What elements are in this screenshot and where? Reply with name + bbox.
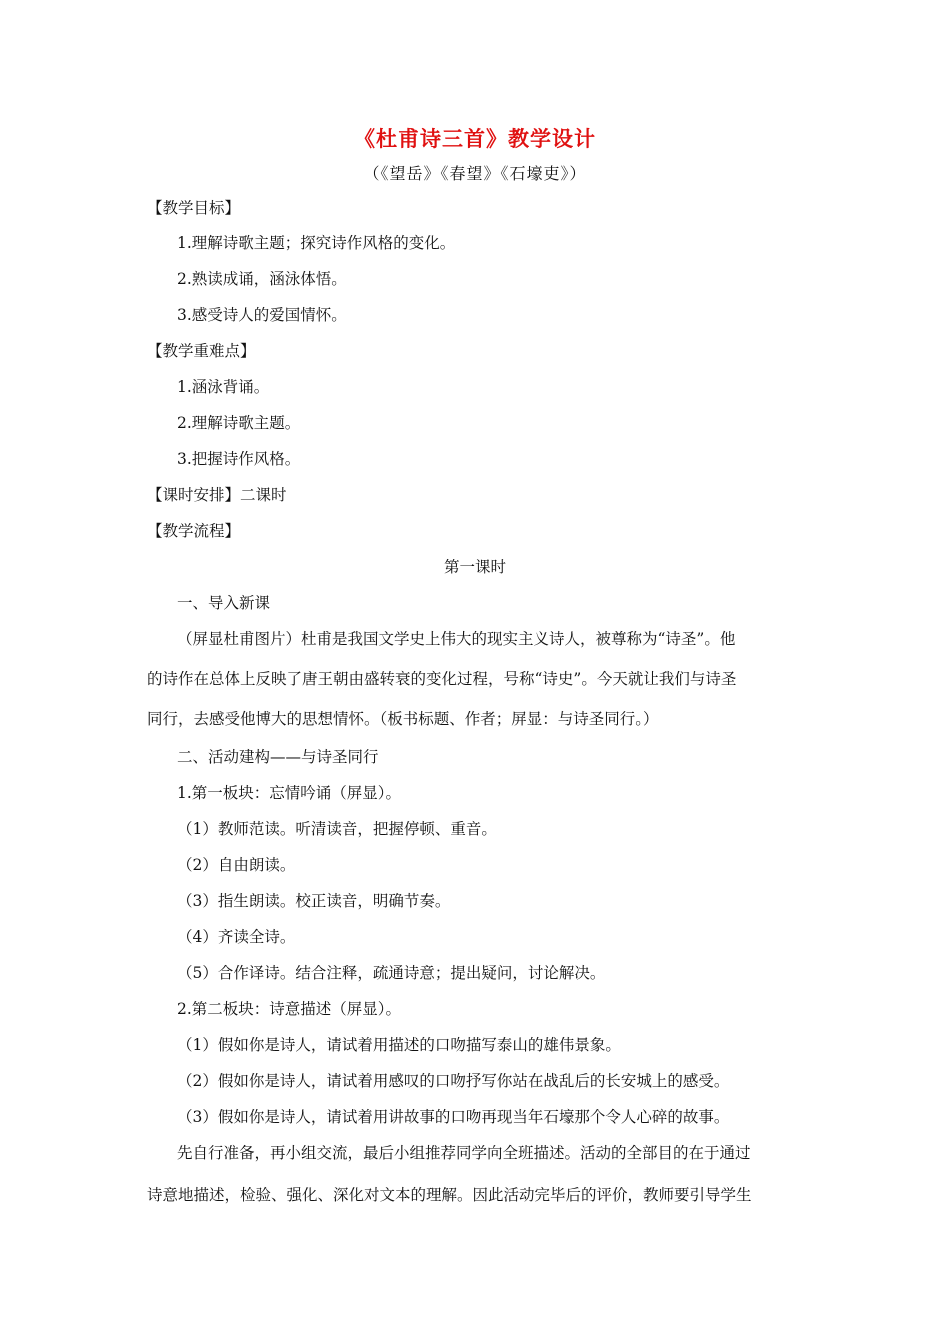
key-point-item: 2.理解诗歌主题。 [177,414,301,432]
goal-item: 3.感受诗人的爱国情怀。 [177,306,347,324]
goal-item: 1.理解诗歌主题；探究诗作风格的变化。 [177,234,456,252]
key-point-item: 1.涵泳背诵。 [177,378,270,396]
key-point-item: 3.把握诗作风格。 [177,450,301,468]
schedule-line: 【课时安排】二课时 [147,486,287,504]
closing-paragraph-line: 先自行准备，再小组交流，最后小组推荐同学向全班描述。活动的全部目的在于通过 [177,1144,751,1162]
intro-paragraph-line: （屏显杜甫图片）杜甫是我国文学史上伟大的现实主义诗人，被尊称为“诗圣”。他 [177,630,736,648]
block-two-item: （1）假如你是诗人，请试着用描述的口吻描写泰山的雄伟景象。 [177,1036,621,1054]
part-one-heading: 一、导入新课 [177,594,271,612]
part-two-heading: 二、活动建构——与诗圣同行 [177,748,379,766]
block-one-heading: 1.第一板块：忘情吟诵（屏显）。 [177,784,402,802]
goals-heading: 【教学目标】 [147,199,241,217]
lesson-heading: 第一课时 [443,558,506,576]
closing-paragraph-line: 诗意地描述，检验、强化、深化对文本的理解。因此活动完毕后的评价，教师要引导学生 [147,1186,752,1204]
block-one-item: （4）齐读全诗。 [177,928,296,946]
block-one-item: （5）合作译诗。结合注释，疏通诗意；提出疑问，讨论解决。 [177,964,606,982]
intro-paragraph-line: 的诗作在总体上反映了唐王朝由盛转衰的变化过程，号称“诗史”。今天就让我们与诗圣 [147,670,737,688]
process-heading: 【教学流程】 [147,522,241,540]
document-title: 《杜甫诗三首》教学设计 [354,126,596,151]
block-two-item: （2）假如你是诗人，请试着用感叹的口吻抒写你站在战乱后的长安城上的感受。 [177,1072,730,1090]
intro-paragraph-line: 同行，去感受他博大的思想情怀。（板书标题、作者；屏显：与诗圣同行。） [147,710,659,728]
block-one-item: （2）自由朗读。 [177,856,296,874]
goal-item: 2.熟读成诵，涵泳体悟。 [177,270,347,288]
key-points-heading: 【教学重难点】 [147,342,256,360]
block-two-item: （3）假如你是诗人，请试着用讲故事的口吻再现当年石壕那个令人心碎的故事。 [177,1108,730,1126]
document-subtitle: （《望岳》《春望》《石壕吏》） [363,164,587,183]
block-two-heading: 2.第二板块：诗意描述（屏显）。 [177,1000,402,1018]
block-one-item: （3）指生朗读。校正读音，明确节奏。 [177,892,451,910]
block-one-item: （1）教师范读。听清读音，把握停顿、重音。 [177,820,497,838]
